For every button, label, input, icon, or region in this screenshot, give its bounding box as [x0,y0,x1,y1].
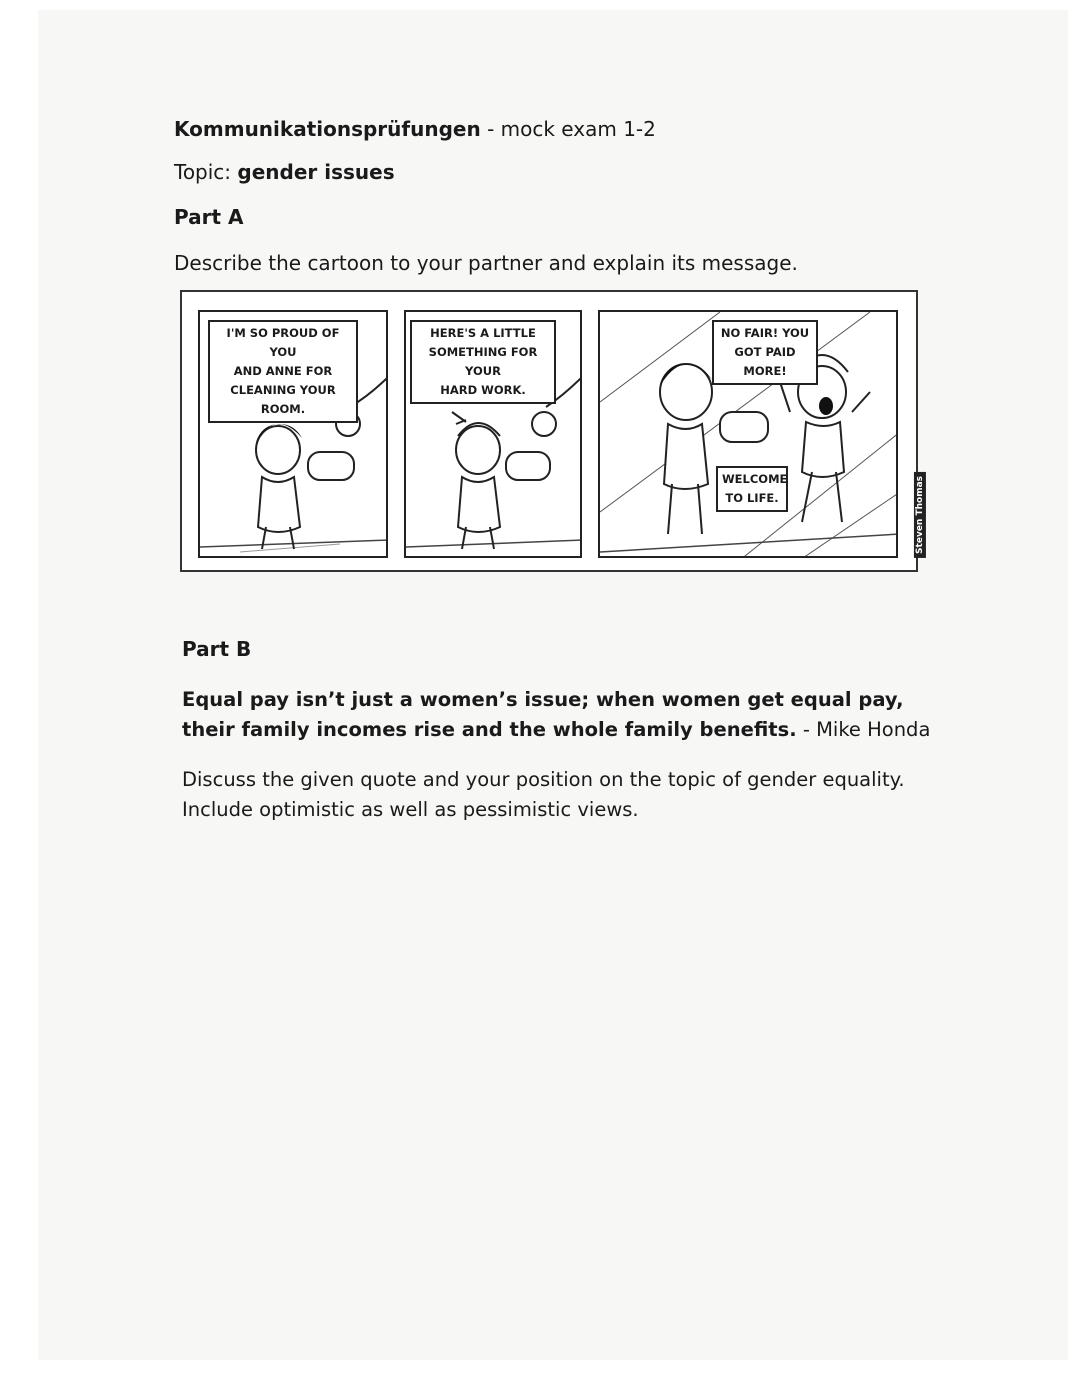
cartoon-panel-3 [598,310,898,558]
speech-bubble-parent-2: HERE'S A LITTLE SOMETHING FOR YOUR HARD WORK. [410,320,556,404]
speech-bubble-boy: WELCOME TO LIFE. [716,466,788,512]
speech-bubble-girl: NO FAIR! YOU GOT PAID MORE! [712,320,818,385]
cartoon-credit: Steven Thomas [914,472,926,558]
quote-text: Equal pay isn’t just a women’s issue; when women get equal pay, their family incomes rise and the whole family benefits. [182,688,904,741]
topic-label: Topic: [174,160,238,184]
cartoon-strip [180,290,925,572]
quote-paragraph [182,685,942,745]
cartoon-panel-2 [404,310,582,558]
part-b-title: Part B [182,637,252,661]
heading-title: Kommunikationsprüfungen [174,117,481,141]
heading-subtitle: - mock exam 1-2 [480,117,656,141]
cartoon-panel-1 [198,310,388,558]
quote-author: - Mike Honda [796,718,931,741]
speech-bubble-parent-1: I'M SO PROUD OF YOU AND ANNE FOR CLEANING YOUR ROOM. [208,320,358,423]
part-b-task: Discuss the given quote and your position on the topic of gender equality. Include optimistic as well as pessimistic views. [182,768,905,821]
topic-value: gender issues [237,160,395,184]
exam-heading [174,117,656,141]
part-a-task: Describe the cartoon to your partner and explain its message. [174,251,798,275]
topic-line [174,160,395,184]
part-a-title: Part A [174,205,244,229]
